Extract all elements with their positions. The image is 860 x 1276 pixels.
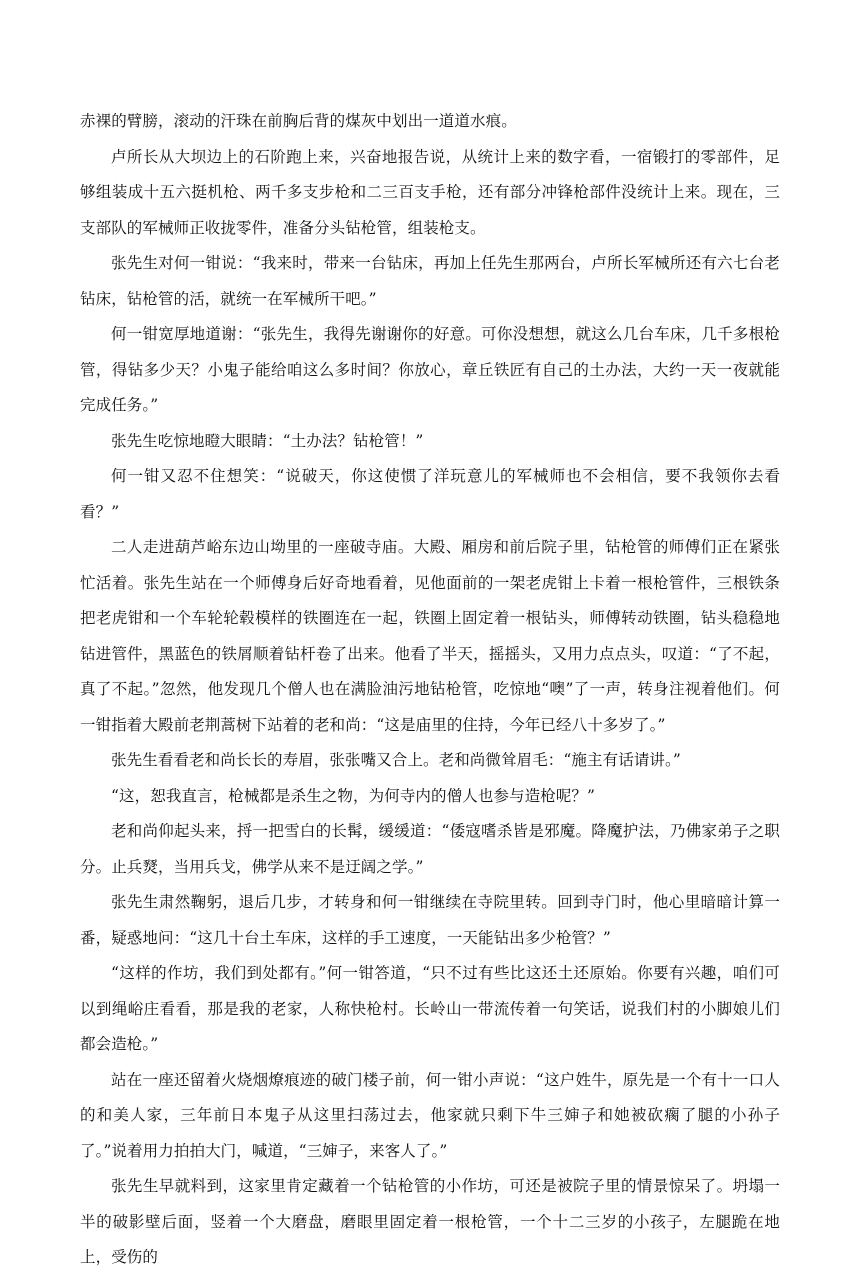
paragraph: 张先生看看老和尚长长的寿眉，张张嘴又合上。老和尚微耸眉毛：“施主有话请讲。” <box>111 751 681 769</box>
paragraph: 老和尚仰起头来，捋一把雪白的长髯，缓缓道：“倭寇嗜杀皆是邪魔。降魔护法，乃佛家弟子之职分。止兵燹，当用兵戈，佛学从来不是迂阔之学。” <box>80 822 780 876</box>
paragraph: 何一钳又忍不住想笑：“说破天，你这使惯了洋玩意儿的军械师也不会相信，要不我领你去看看？” <box>80 467 780 521</box>
paragraph: 二人走进葫芦峪东边山坳里的一座破寺庙。大殿、厢房和前后院子里，钻枪管的师傅们正在紧张忙活着。张先生站在一个师傅身后好奇地看着，见他面前的一架老虎钳上卡着一根枪管件，三根铁条把老虎钳和一个车轮轮毂模样的铁圈连在一起，铁圈上固定着一根钻头，师傅转动铁圈，钻头稳稳地钻进管件，黑蓝色的铁屑顺着钻杆卷了出来。他看了半天，摇摇头，又用力点点头，叹道：“了不起，真了不起。”忽然，他发现几个僧人也在满脸油污地钻枪管，吃惊地“噢”了一声，转身注视着他们。何一钳指着大殿前老荆蒿树下站着的老和尚：“这是庙里的住持，今年已经八十多岁了。” <box>80 538 780 734</box>
paragraph: “这，恕我直言，枪械都是杀生之物，为何寺内的僧人也参与造枪呢？” <box>111 786 596 805</box>
paragraph: 卢所长从大坝边上的石阶跑上来，兴奋地报告说，从统计上来的数字看，一宿锻打的零部件，足够组装成十五六挺机枪、两千多支步枪和二三百支手枪，还有部分冲锋枪部件没统计上来。现在，三支部队的军械师正收拢零件，准备分头钻枪管，组装枪支。 <box>80 147 780 237</box>
paragraph: 站在一座还留着火烧烟燎痕迹的破门楼子前，何一钳小声说：“这户姓牛，原先是一个有十一口人的和美人家，三年前日本鬼子从这里扫荡过去，他家就只剩下牛三婶子和她被砍瘸了腿的小孙子了。”说着用力拍拍大门，喊道，“三婶子，来客人了。” <box>80 1070 780 1160</box>
paragraph: 何一钳宽厚地道谢：“张先生，我得先谢谢你的好意。可你没想想，就这么几台车床，几千多根枪管，得钻多少天？小鬼子能给咱这么多时间？你放心，章丘铁匠有自己的土办法，大约一天一夜就能完成任务。” <box>80 325 780 414</box>
paragraph: 张先生吃惊地瞪大眼睛：“土办法？钻枪管！” <box>111 431 424 450</box>
paragraph: 张先生肃然鞠躬，退后几步，才转身和何一钳继续在寺院里转。回到寺门时，他心里暗暗计算一番，疑惑地问：“这几十台土车床，这样的手工速度，一天能钻出多少枪管？” <box>80 893 780 947</box>
paragraph: 张先生对何一钳说：“我来时，带来一台钻床，再加上任先生那两台，卢所长军械所还有六七台老钻床，钻枪管的活，就统一在军械所干吧。” <box>80 254 780 308</box>
paragraph: “这样的作坊，我们到处都有。”何一钳答道，“只不过有些比这还土还原始。你要有兴趣，咱们可以到绳峪庄看看，那是我的老家，人称快枪村。长岭山一带流传着一句笑话，说我们村的小脚娘儿们都会造枪。” <box>80 964 780 1053</box>
paragraph: 赤裸的臂膀，滚动的汗珠在前胸后背的煤灰中划出一道道水痕。 <box>80 112 517 130</box>
document-body <box>80 104 780 1276</box>
paragraph: 张先生早就料到，这家里肯定藏着一个钻枪管的小作坊，可还是被院子里的情景惊呆了。坍塌一半的破影壁后面，竖着一个大磨盘，磨眼里固定着一根枪管，一个十二三岁的小孩子，左腿跪在地上，受伤的 <box>80 1177 780 1266</box>
